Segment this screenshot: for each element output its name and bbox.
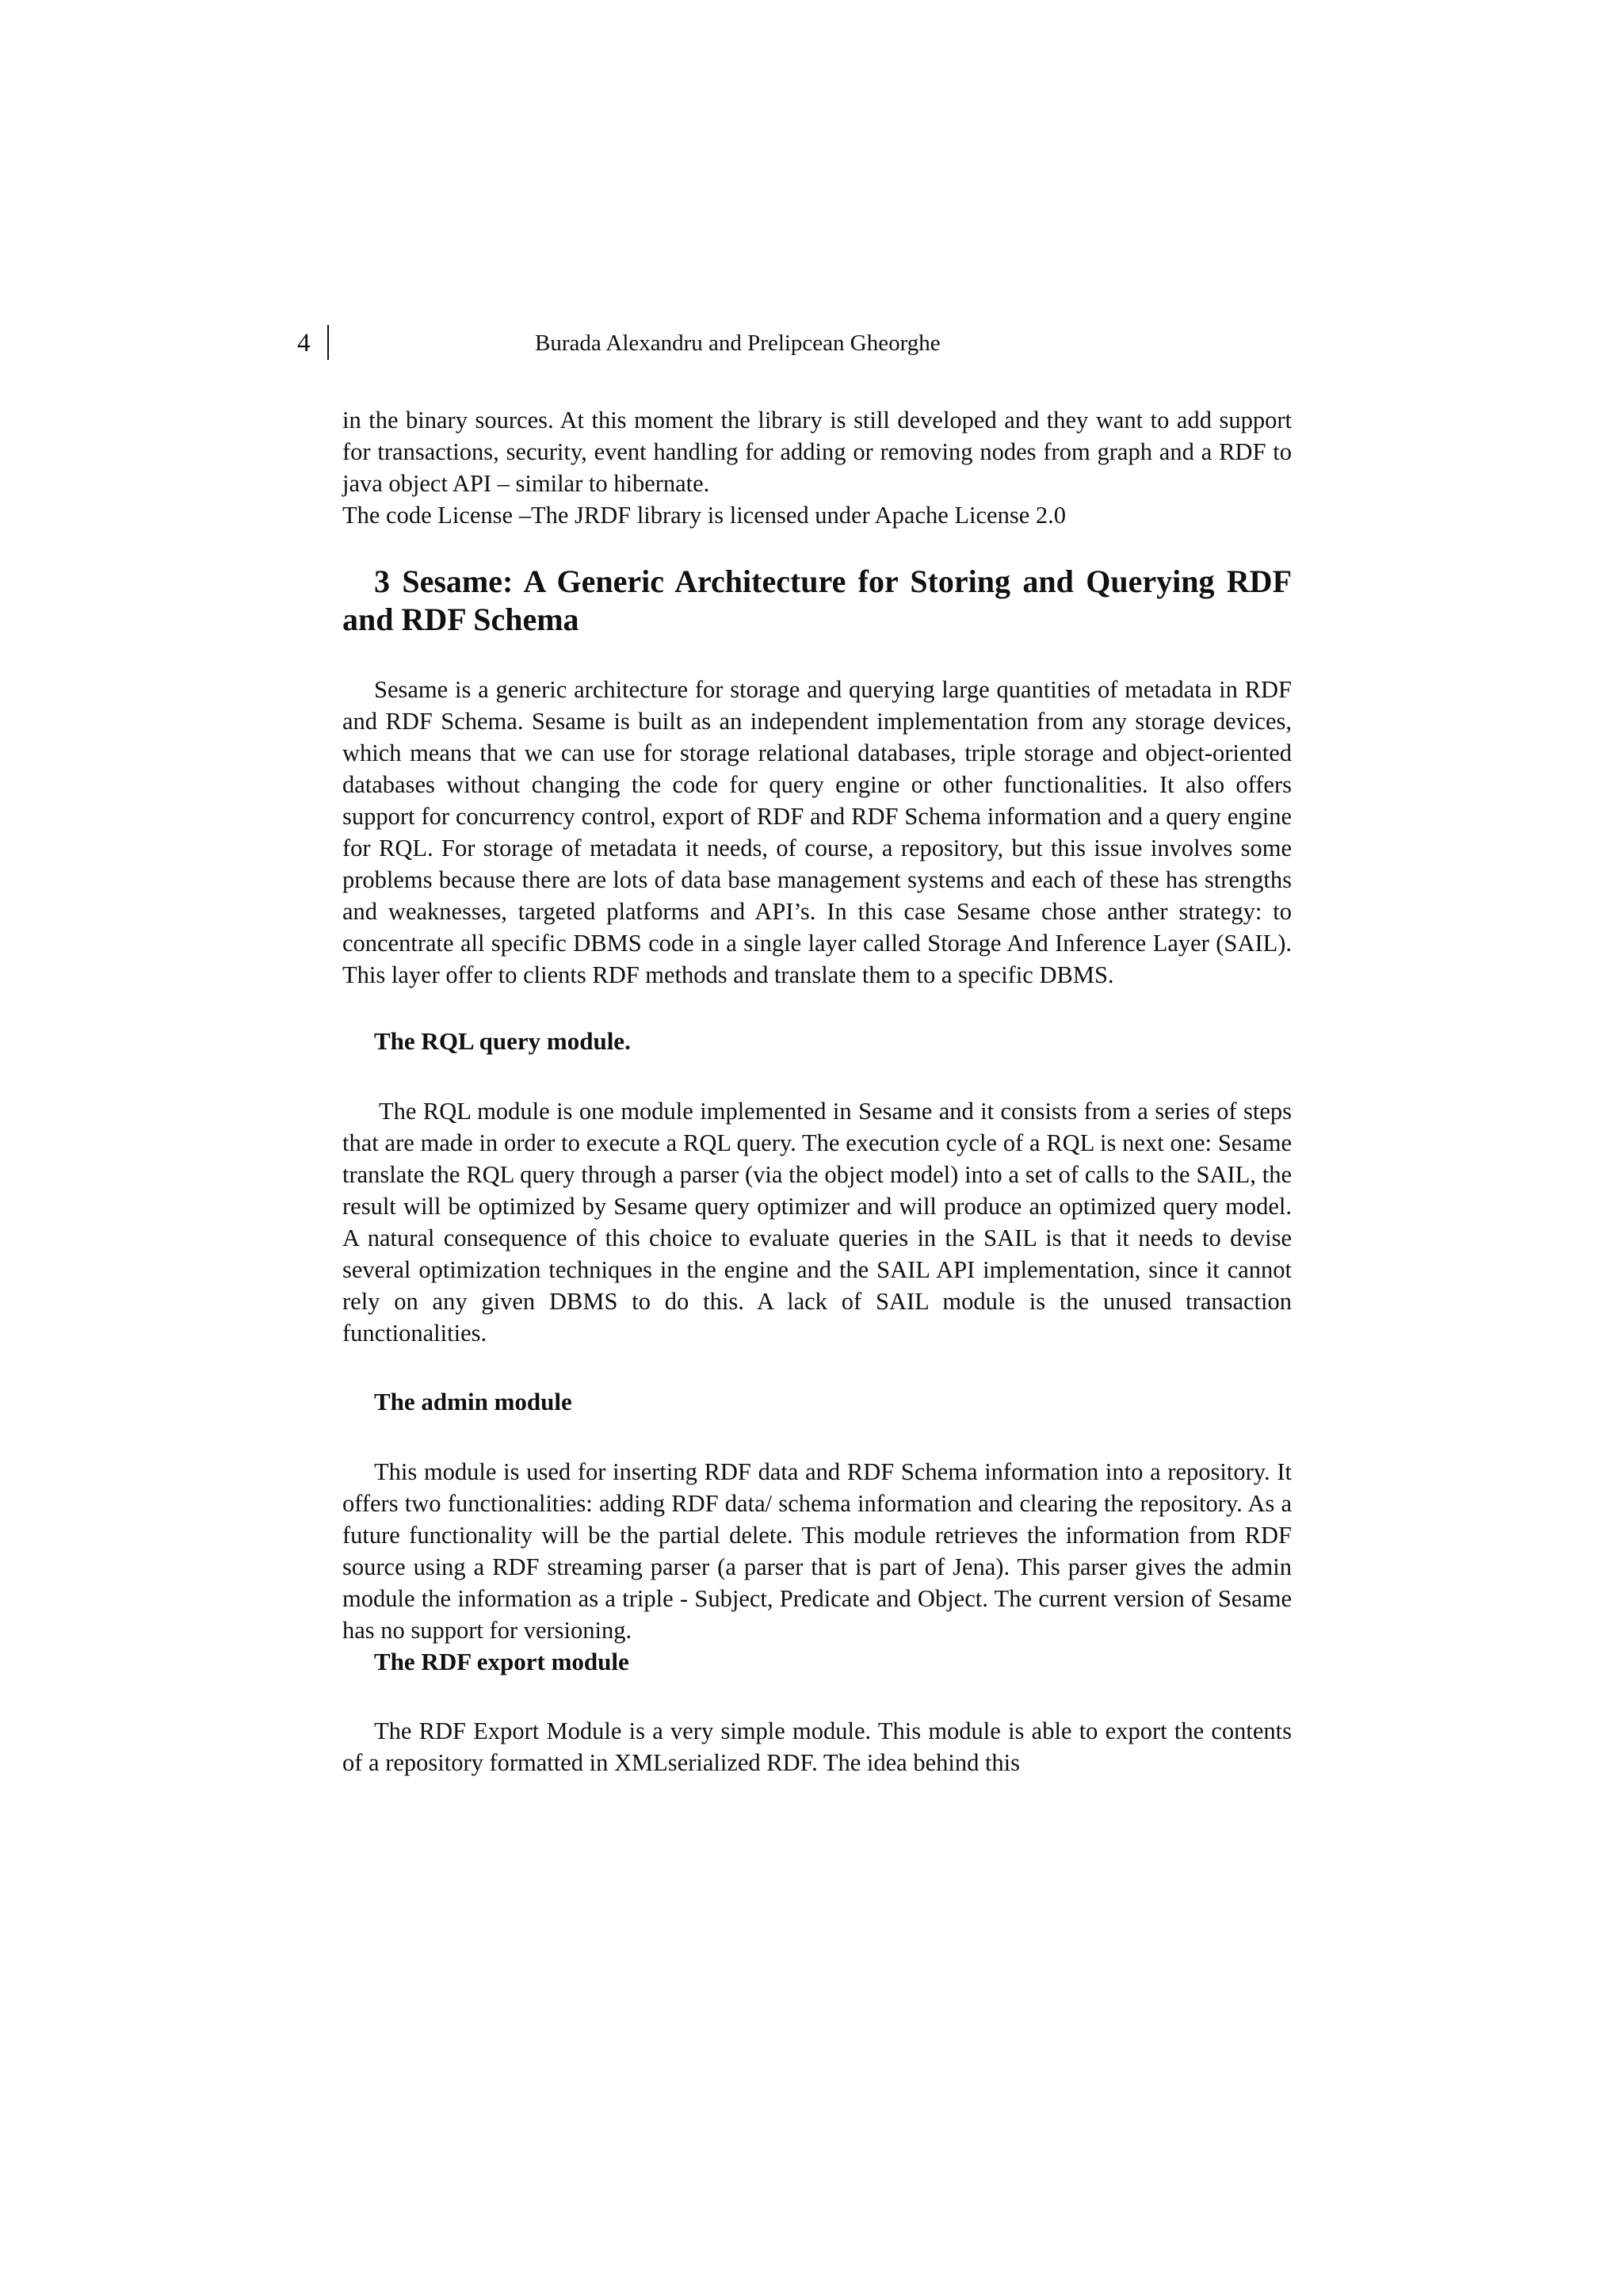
- export-heading: The RDF export module: [374, 1648, 629, 1675]
- page-body: [342, 404, 1292, 1778]
- section-heading: [342, 563, 1292, 639]
- export-paragraph: The RDF Export Module is a very simple module. This module is able to export the contents of a repository formatted in XMLserialized RDF. The idea behind this: [342, 1717, 1292, 1776]
- running-head: Burada Alexandru and Prelipcean Gheorghe: [535, 330, 941, 356]
- header-divider: [327, 325, 329, 360]
- section-paragraph: Sesame is a generic architecture for storage and querying large quantities of metadata in RDF and RDF Schema. Sesame is built as an independent implementation from any storage devices, which means that we can use for storage relational databases, triple storage and object-oriented databases without changing the code for query engine or other functionalities. It also offers support for concurrency control, export of RDF and RDF Schema information and a query engine for RQL. For storage of metadata it needs, of course, a repository, but this issue involves some problems because there are lots of data base management systems and each of these has strengths and weaknesses, targeted platforms and API’s. In this case Sesame chose anther strategy: to concentrate all specific DBMS code in a single layer called Storage And Inference Layer (SAIL). This layer offer to clients RDF methods and translate them to a specific DBMS.: [342, 676, 1292, 988]
- license-line: The code License –The JRDF library is licensed under Apache License 2.0: [342, 502, 1067, 529]
- intro-paragraph: in the binary sources. At this moment the library is still developed and they want to add support for transactions, security, event handling for adding or removing nodes from graph and a RDF to java object API – similar to hibernate.: [342, 407, 1292, 497]
- section-number: 3: [374, 563, 390, 599]
- admin-heading: The admin module: [374, 1388, 572, 1415]
- page-number: 4: [297, 329, 311, 357]
- section-title: Sesame: A Generic Architecture for Storing and Querying RDF and RDF Schema: [342, 563, 1293, 637]
- rql-heading: The RQL query module.: [374, 1027, 631, 1055]
- page-header: [297, 325, 1300, 363]
- admin-paragraph: This module is used for inserting RDF data and RDF Schema information into a repository. It offers two functionalities: adding RDF data/ schema information and clearing the repository. As a future functionality will be the partial delete. This module retrieves the information from RDF source using a RDF streaming parser (a parser that is part of Jena). This parser gives the admin module the information as a triple - Subject, Predicate and Object. The current version of Sesame has no support for versioning.: [342, 1458, 1292, 1644]
- rql-paragraph: The RQL module is one module implemented in Sesame and it consists from a series of steps that are made in order to execute a RQL query. The execution cycle of a RQL is next one: Sesame translate the RQL query through a parser (via the object model) into a set of calls to the SAIL, the result will be optimized by Sesame query optimizer and will produce an optimized query model. A natural consequence of this choice to evaluate queries in the SAIL is that it needs to devise several optimization techniques in the engine and the SAIL API implementation, since it cannot rely on any given DBMS to do this. A lack of SAIL module is the unused transaction functionalities.: [342, 1098, 1292, 1347]
